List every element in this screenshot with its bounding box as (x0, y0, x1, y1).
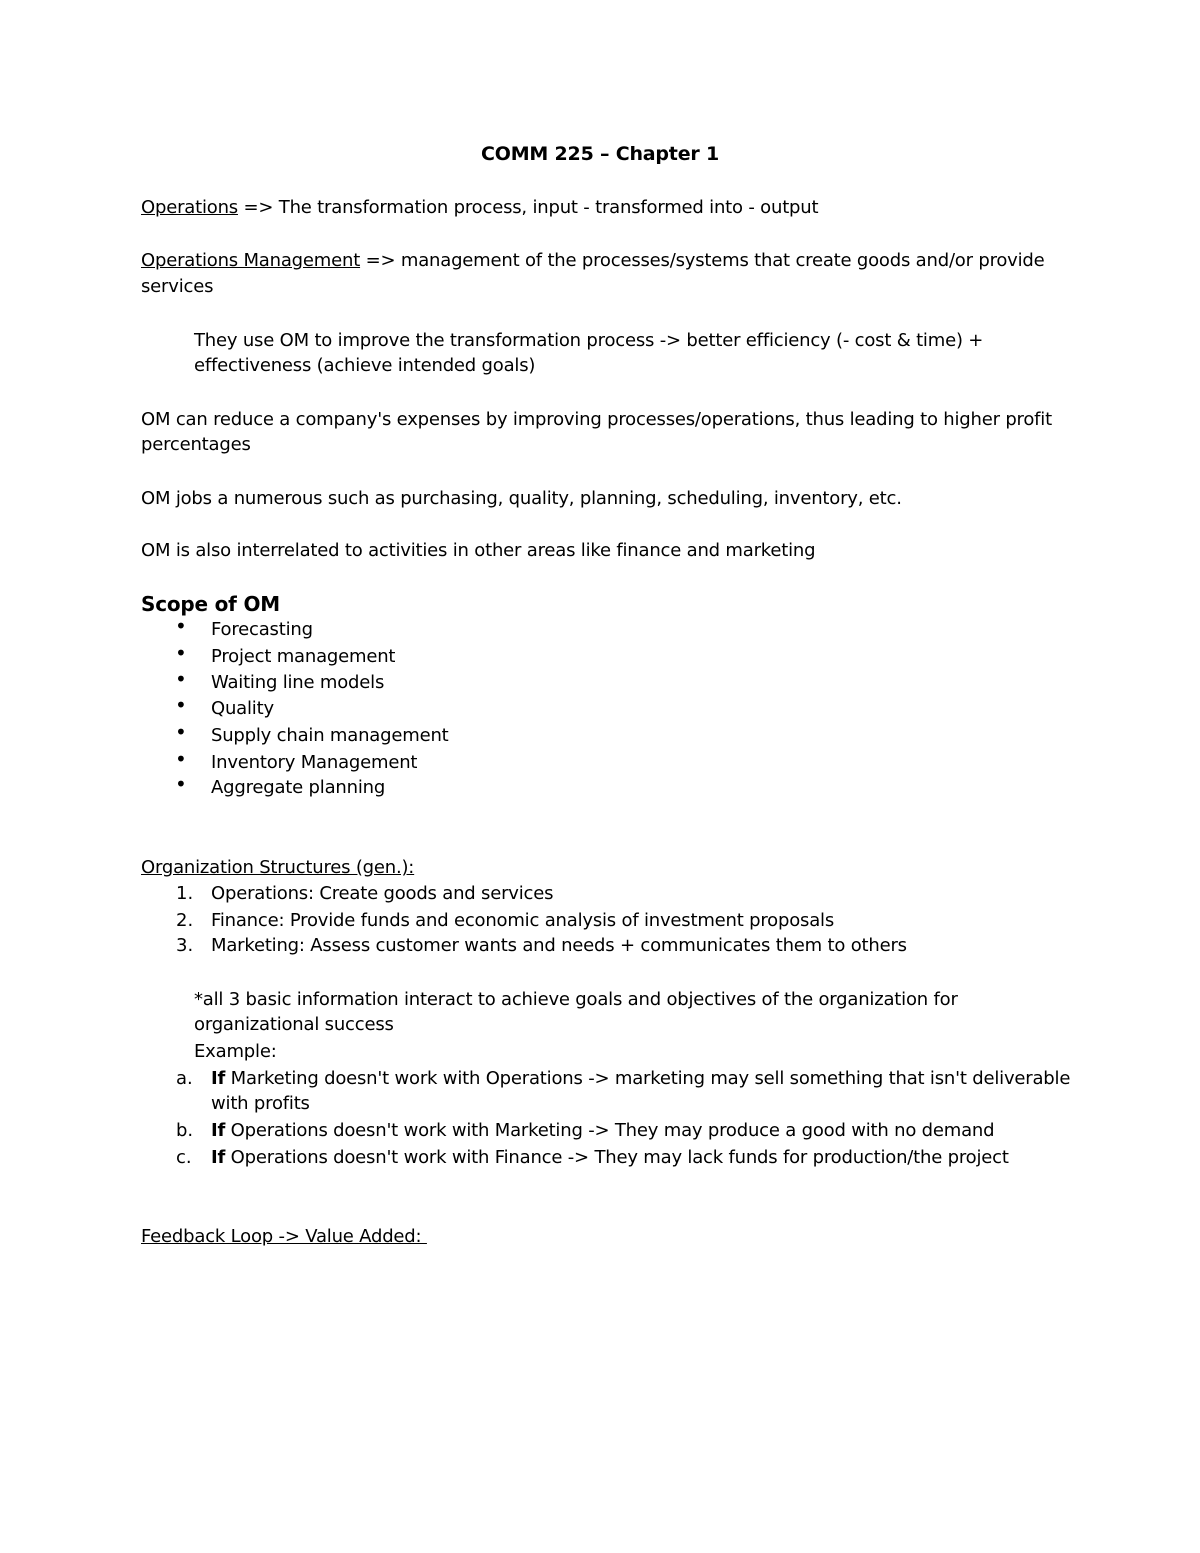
list-item-text: Finance: Provide funds and economic analysis of investment proposals (211, 910, 835, 931)
list-item-text: Quality (211, 698, 274, 719)
document-title: COMM 225 – Chapter 1 (481, 143, 719, 165)
bullet-icon: • (175, 772, 187, 796)
list-item-text: Project management (211, 646, 396, 667)
list-item-text (211, 1066, 1070, 1092)
om-text-line1: => management of the processes/systems that create goods and/or provide (360, 250, 1045, 271)
indented-note-line1: They use OM to improve the transformation process -> better efficiency (- cost & time) + (194, 330, 984, 351)
paragraph-2: OM jobs a numerous such as purchasing, quality, planning, scheduling, inventory, etc. (141, 488, 902, 509)
list-item-text: Waiting line models (211, 672, 385, 693)
om-text-line2: services (141, 276, 214, 297)
paragraph-3: OM is also interrelated to activities in other areas like finance and marketing (141, 540, 816, 561)
if-keyword: If (211, 1068, 226, 1089)
om-term: Operations Management (141, 250, 361, 271)
list-item-text: Inventory Management (211, 752, 418, 773)
bullet-icon: • (175, 693, 187, 717)
example-text: Marketing doesn't work with Operations -> marketing may sell something that isn't deliverable (225, 1068, 1071, 1089)
list-letter: b. (176, 1120, 194, 1141)
org-note-line1: *all 3 basic information interact to achieve goals and objectives of the organization for (194, 989, 958, 1010)
list-letter: c. (176, 1147, 192, 1168)
if-keyword: If (211, 1147, 226, 1168)
list-number: 3. (176, 935, 194, 956)
org-heading: Organization Structures (gen.): (141, 857, 415, 878)
example-text: Operations doesn't work with Marketing -> They may produce a good with no demand (225, 1120, 995, 1141)
paragraph-1-line1: OM can reduce a company's expenses by improving processes/operations, thus leading to higher profit (141, 409, 1052, 430)
feedback-heading: Feedback Loop -> Value Added: (141, 1226, 427, 1247)
bullet-icon: • (175, 614, 187, 638)
list-item-text: Operations: Create goods and services (211, 883, 554, 904)
org-note-line2: organizational success (194, 1014, 394, 1035)
om-definition (141, 248, 1045, 274)
bullet-icon: • (175, 720, 187, 744)
list-item-text: Supply chain management (211, 725, 449, 746)
list-item-text: Forecasting (211, 619, 313, 640)
list-number: 2. (176, 910, 194, 931)
example-text: Operations doesn't work with Finance -> They may lack funds for production/the project (225, 1147, 1009, 1168)
bullet-icon: • (175, 667, 187, 691)
bullet-icon: • (175, 747, 187, 771)
example-label: Example: (194, 1041, 277, 1062)
operations-term: Operations (141, 197, 238, 218)
list-item-text (211, 1118, 994, 1144)
list-item-text: Aggregate planning (211, 777, 386, 798)
bullet-icon: • (175, 641, 187, 665)
indented-note-line2: effectiveness (achieve intended goals) (194, 355, 536, 376)
paragraph-1-line2: percentages (141, 434, 251, 455)
operations-text: => The transformation process, input - transformed into - output (237, 197, 819, 218)
list-item-text (211, 1145, 1009, 1171)
list-number: 1. (176, 883, 194, 904)
if-keyword: If (211, 1120, 226, 1141)
list-item-text: Marketing: Assess customer wants and needs + communicates them to others (211, 935, 907, 956)
operations-definition (141, 195, 818, 221)
scope-heading: Scope of OM (141, 592, 280, 616)
list-item-continuation: with profits (211, 1093, 310, 1114)
list-letter: a. (176, 1068, 193, 1089)
